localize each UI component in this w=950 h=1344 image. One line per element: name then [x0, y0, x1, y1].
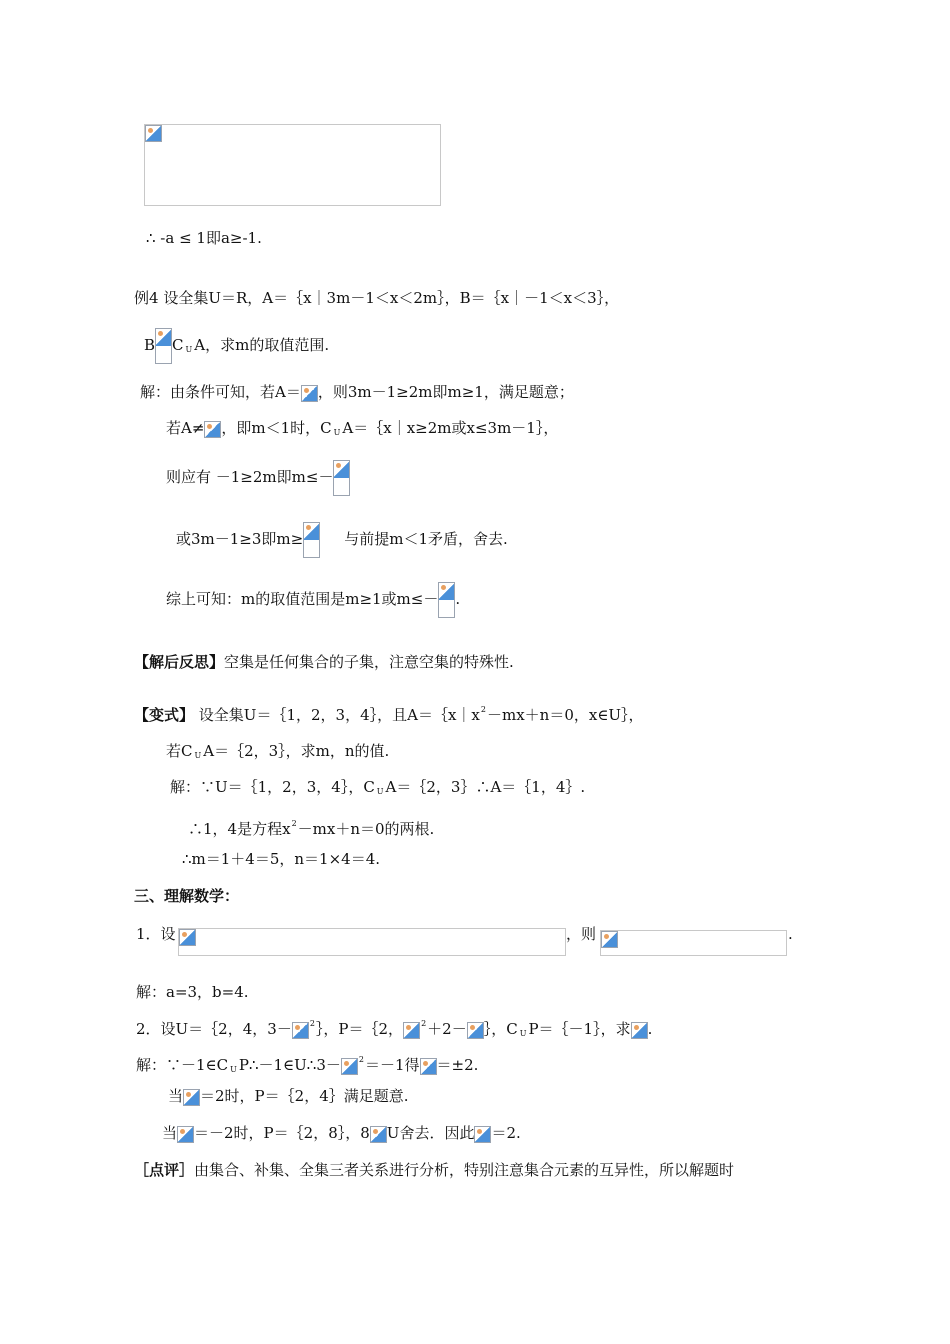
broken-image-icon [333, 460, 350, 496]
example4-solution-4: 或3m－1≥3即m≥ 与前提m＜1矛盾，舍去. [176, 522, 508, 558]
broken-image-icon [145, 125, 162, 142]
answer1: 解：a=3，b=4. [136, 983, 249, 1001]
variant-line5: ∴m＝1＋4＝5，n＝1×4＝4. [182, 850, 381, 868]
broken-image-icon [183, 1089, 200, 1106]
section3-title: 三、理解数学： [134, 887, 240, 905]
solution2-line1: 解：∵－1∈C $_U$ P∴－1∈U∴3－ $^2$＝－1得 ＝±2. [136, 1055, 479, 1074]
question1-end: . [788, 925, 793, 943]
comment: ［点评］由集合、补集、全集三者关系进行分析，特别注意集合元素的互异性，所以解题时 [134, 1161, 735, 1179]
broken-image-icon [301, 385, 318, 402]
broken-image-icon [420, 1058, 437, 1075]
variant-line2: 若C $_U$ A＝｛2，3｝，求m，n的值. [166, 742, 390, 760]
broken-image-icon [155, 328, 172, 364]
variant-line3: 解：∵U＝｛1，2，3，4｝，C $_U$ A＝｛2，3｝∴A＝｛1，4｝. [170, 778, 586, 796]
broken-image-icon [601, 931, 618, 948]
broken-image-icon [303, 522, 320, 558]
question1-then: ，则 [566, 925, 597, 943]
formula-image-frame [600, 930, 787, 956]
example4-solution-3: 则应有 －1≥2m即m≤－ [166, 460, 350, 496]
formula-image-frame [178, 928, 566, 956]
example4-solution-5: 综上可知：m的取值范围是m≥1或m≤－ . [166, 582, 460, 618]
formula-image-frame [144, 124, 441, 206]
example4-stem: 例4 设全集U＝R，A＝｛x｜3m－1＜x＜2m｝，B＝｛x｜－1＜x＜3｝， [134, 289, 620, 307]
broken-image-icon [204, 421, 221, 438]
example4-line2: B C $_U$ A，求m的取值范围. [144, 328, 329, 364]
conclusion-line: ∴ -a ≤ 1即a≥-1. [146, 229, 262, 247]
solution2-line2: 当 ＝2时，P＝｛2，4｝满足题意. [168, 1087, 409, 1105]
example4-solution-2: 若A≠ ，即m＜1时，C $_U$ A＝｛x｜x≥2m或x≤3m－1｝， [166, 419, 559, 437]
broken-image-icon [177, 1126, 194, 1143]
variant-line4: ∴1，4是方程$x^2-mx+n=0$的两根. [188, 819, 435, 838]
broken-image-icon [292, 1022, 309, 1039]
broken-image-icon [179, 929, 196, 946]
broken-image-icon [467, 1022, 484, 1039]
solution2-line3: 当 ＝－2时，P＝｛2，8｝，8 U舍去．因此 ＝2. [162, 1124, 521, 1142]
example4-solution-1: 解：由条件可知，若A＝ ，则3m－1≥2m即m≥1，满足题意； [140, 383, 574, 401]
broken-image-icon [341, 1058, 358, 1075]
broken-image-icon [438, 582, 455, 618]
broken-image-icon [631, 1022, 648, 1039]
question2: 2．设U＝｛2，4，3－ $^2$｝，P＝｛2， $^2$＋2－ ｝，C $_U$ P＝｛－1｝，求 . [136, 1019, 653, 1038]
broken-image-icon [403, 1022, 420, 1039]
reflection: 【解后反思】空集是任何集合的子集，注意空集的特殊性. [134, 653, 514, 671]
question1: 1．设 [136, 925, 176, 943]
variant-line1: 【变式】 设全集U＝｛1，2，3，4｝，且$A=\{x|x^2-mx+n=0$，x∈U｝， [134, 705, 644, 724]
broken-image-icon [370, 1126, 387, 1143]
broken-image-icon [474, 1126, 491, 1143]
